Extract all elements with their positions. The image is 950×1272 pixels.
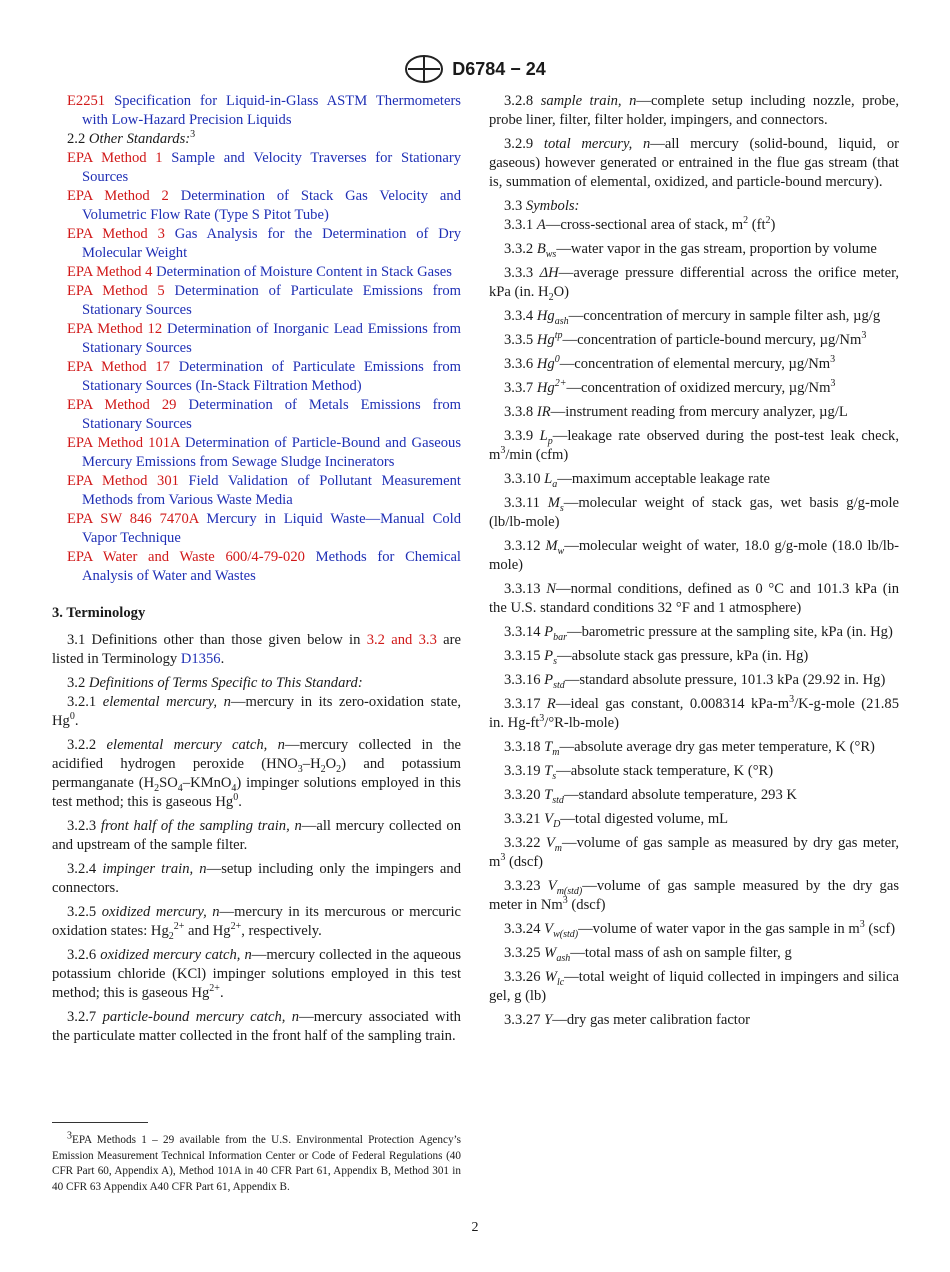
symbol-definition: 3.3.8 IR—instrument reading from mercury analyzer, µg/L xyxy=(504,404,848,420)
symbol: P xyxy=(544,672,554,688)
references-list xyxy=(52,92,461,586)
astm-logo-icon xyxy=(404,54,444,84)
symbol: Y xyxy=(544,1012,553,1028)
symbol-definition: 3.3.22 $V_m—volume$ of gas sample as measured by dry gas meter, $m^3$ (dscf) xyxy=(489,835,899,870)
symbol-definition: 3.3.4 $Hg_{ash}—concentration$ of mercury in sample filter ash, µg/g xyxy=(504,308,881,327)
reference-code-link[interactable]: EPA Method 3 xyxy=(67,226,165,242)
def-3-2-4: 3.2.4 impinger train, n—setup including only the impingers and connectors. xyxy=(52,861,461,896)
reference-title-link[interactable]: Determination of Moisture Content in Stack Gases xyxy=(156,264,452,280)
symbol-definition: 3.3.13 N—normal conditions, defined as 0 °C and 101.3 kPa (in the U.S. standard conditions 32 °F and 1 atmosphere) xyxy=(489,581,899,616)
reference-title-link[interactable]: Determination of Particulate Emissions from Stationary Sources (In-Stack Filtration Method) xyxy=(82,359,461,394)
reference-title-link[interactable]: Determination of Particle-Bound and Gaseous Mercury Emissions from Sewage Sludge Incinerators xyxy=(82,435,461,470)
left-column xyxy=(52,92,461,1051)
reference-item xyxy=(67,396,461,434)
symbol-definition: 3.3.21 $V_D—total$ digested volume, mL xyxy=(504,811,729,830)
reference-item xyxy=(67,282,461,320)
def-3-2-7: 3.2.7 particle-bound mercury catch, n—mercury associated with the particulate matter collected in the front half of the sampling train. xyxy=(52,1009,461,1044)
symbol: V xyxy=(545,835,555,851)
reference-item xyxy=(67,358,461,396)
symbol-definition: 3.3.26 $W_{lc}—total$ weight of liquid collected in impingers and silica gel, g (lb) xyxy=(489,969,900,1004)
reference-title-link[interactable]: Methods for Chemical Analysis of Water and Wastes xyxy=(82,549,461,584)
para-3-1: 3.1 Definitions other than those given below in 3.2 and 3.3 are listed in Terminology D1356. xyxy=(52,632,461,667)
reference-item xyxy=(67,149,461,187)
reference-code-link[interactable]: E2251 xyxy=(67,93,106,109)
reference-code-link[interactable]: EPA Method 5 xyxy=(67,283,165,299)
def-3-2-1: 3.2.1 elemental mercury, n—mercury in its zero-oxidation state, Hg$^0$. xyxy=(52,694,461,729)
symbol: Hg xyxy=(536,356,555,372)
symbol: V xyxy=(547,878,557,894)
reference-title-link[interactable]: Determination of Metals Emissions from Stationary Sources xyxy=(82,397,462,432)
symbol: B xyxy=(536,241,546,257)
symbol: V xyxy=(544,921,554,937)
def-3-2-2: 3.2.2 elemental mercury catch, n—mercury collected in the acidified hydrogen peroxide $(HNO_3-H_2O_2)$ and potassium permanganate $(H_2SO_4-KMnO_4)$ impinger solutions employed in this test method; this is gaseous Hg$^0$. xyxy=(52,737,461,810)
internal-link-3-2-3-3[interactable]: 3.2 and 3.3 xyxy=(366,632,437,648)
symbol: N xyxy=(546,581,556,597)
symbol-definition: 3.3.5 $Hg^{tp}—concentration$ of particle-bound mercury, µg/Nm$^3$ xyxy=(504,330,867,348)
symbol-definition: 3.3.25 $W_{ash}—total$ mass of ash on sample filter, g xyxy=(504,945,792,964)
symbol-definition: 3.3.23 $V_{m(std)}—volume$ of gas sample measured by the dry gas meter in Nm$^3$ (dscf) xyxy=(489,878,899,913)
reference-code-link[interactable]: EPA SW 846 7470A xyxy=(67,511,199,527)
symbol: P xyxy=(544,648,554,664)
symbol-definition: 3.3.15 $P_s—absolute$ stack gas pressure, kPa (in. Hg) xyxy=(504,648,809,667)
def-3-2-5: 3.2.5 oxidized mercury, n—mercury in its mercurous or mercuric oxidation states: $Hg_2^{2+}$ and $Hg^{2+}$, respectively. xyxy=(52,904,461,942)
symbol-definition: 3.3.12 $M_w—molecular$ weight of water, 18.0 g/g-mole (18.0 lb/lb-mole) xyxy=(489,538,899,573)
reference-code-link[interactable]: EPA Method 101A xyxy=(67,435,180,451)
para-3-2-heading: 3.2 Definitions of Terms Specific to This Standard: xyxy=(67,675,363,691)
footnote-rule xyxy=(52,1122,148,1123)
symbols-heading: 3.3 Symbols: xyxy=(504,198,580,214)
reference-code-link[interactable]: EPA Method 29 xyxy=(67,397,177,413)
symbol-definition: 3.3.16 $P_{std}—standard$ absolute pressure, 101.3 kPa (29.92 in. Hg) xyxy=(504,672,886,691)
symbol-definition: 3.3.11 $M_s—molecular$ weight of stack gas, wet basis g/g-mole (lb/lb-mole) xyxy=(489,495,899,530)
reference-title-link[interactable]: Determination of Inorganic Lead Emissions from Stationary Sources xyxy=(82,321,461,356)
reference-title-link[interactable]: Determination of Particulate Emissions from Stationary Sources xyxy=(82,283,461,318)
standard-designation: D6784 − 24 xyxy=(452,58,546,79)
symbol: M xyxy=(545,538,558,554)
right-column xyxy=(489,92,899,1035)
reference-code-link[interactable]: EPA Method 17 xyxy=(67,359,170,375)
reference-code-link[interactable]: EPA Water and Waste 600/4-79-020 xyxy=(67,549,305,565)
symbol: Hg xyxy=(536,380,555,396)
reference-item xyxy=(67,225,461,263)
symbol-definition: 3.3.3 ΔH—average pressure differential across the orifice meter, kPa (in. $H_2O$) xyxy=(489,265,899,303)
symbol: R xyxy=(546,696,556,712)
symbol-definition: 3.3.20 $T_{std}—standard$ absolute temperature, 293 K xyxy=(504,787,797,806)
reference-item xyxy=(67,434,461,472)
reference-code-link[interactable]: EPA Method 1 xyxy=(67,150,163,166)
reference-item xyxy=(67,187,461,225)
symbol-definition: 3.3.24 $V_{w(std)}—volume$ of water vapor in the gas sample in $m^3$ (scf) xyxy=(504,919,896,940)
symbol: P xyxy=(544,624,554,640)
reference-code-link[interactable]: EPA Method 301 xyxy=(67,473,179,489)
symbol: T xyxy=(544,787,553,803)
symbol: L xyxy=(539,428,548,444)
symbol-definition: 3.3.9 $L_p—leakage$ rate observed during the post-test leak check, $m^3/\min$ (cfm) xyxy=(489,428,899,463)
symbol-definition: 3.3.7 $Hg^{2+}—concentration$ of oxidized mercury, µg/Nm$^3$ xyxy=(504,378,836,396)
symbol: ΔH xyxy=(539,265,559,281)
symbol-definition: 3.3.6 Hg$^0$—concentration of elemental mercury, µg/Nm$^3$ xyxy=(504,354,836,372)
symbol: L xyxy=(544,471,553,487)
reference-title-link[interactable]: Field Validation of Pollutant Measurement Methods from Various Waste Media xyxy=(82,473,461,508)
symbol: W xyxy=(544,969,557,985)
reference-item xyxy=(67,320,461,358)
symbol: T xyxy=(544,763,553,779)
reference-code-link[interactable]: EPA Method 12 xyxy=(67,321,163,337)
reference-title-link[interactable]: Mercury in Liquid Waste—Manual Cold Vapor Technique xyxy=(82,511,461,546)
reference-code-link[interactable]: EPA Method 2 xyxy=(67,188,169,204)
symbol-definition: 3.3.14 $P_{bar}—barometric$ pressure at the sampling site, kPa (in. Hg) xyxy=(504,624,893,643)
reference-item xyxy=(67,472,461,510)
symbol: W xyxy=(544,945,557,961)
symbol: Hg xyxy=(536,308,555,324)
reference-code-link[interactable]: EPA Method 4 xyxy=(67,264,153,280)
def-3-2-6: 3.2.6 oxidized mercury catch, n—mercury collected in the aqueous potassium chloride (KCl) impinger solutions employed in this test method; this is gaseous $Hg^{2+}$. xyxy=(52,947,461,1001)
symbol: A xyxy=(536,217,546,233)
reference-item xyxy=(67,548,461,586)
section-heading-terminology: 3. Terminology xyxy=(52,605,146,621)
subsection-heading-other-standards: 2.2 Other Standards:$^3$ xyxy=(67,129,196,147)
reference-title-link[interactable]: Gas Analysis for the Determination of Dry Molecular Weight xyxy=(82,226,461,261)
reference-title-link[interactable]: Specification for Liquid-in-Glass ASTM Thermometers with Low-Hazard Precision Liquids xyxy=(82,93,461,128)
symbol-definition: 3.3.19 $T_s—absolute$ stack temperature, K (°R) xyxy=(504,763,774,782)
symbol-definition: 3.3.18 $T_m—absolute$ average dry gas meter temperature, K (°R) xyxy=(504,739,875,758)
symbol-definition: 3.3.2 $B_{ws}—water$ vapor in the gas stream, proportion by volume xyxy=(504,241,877,260)
def-3-2-9: 3.2.9 total mercury, n—all mercury (solid-bound, liquid, or gaseous) however generated or entrained in the flue gas stream (that is, summation of elemental, oxidized, and particle-bound mercury). xyxy=(489,136,899,190)
symbol: T xyxy=(544,739,553,755)
page-number: 2 xyxy=(471,1220,479,1235)
symbol-definition: 3.3.17 R—ideal gas constant, 0.008314 kPa-$m^3/K-g$-mole (21.85 in. $Hg-ft^3/^\circ R-lb-mole$) xyxy=(489,694,899,731)
reference-item xyxy=(67,263,461,282)
symbol-definition: 3.3.27 Y—dry gas meter calibration factor xyxy=(504,1012,751,1028)
footnote-3: $^3$EPA Methods 1 – 29 available from the U.S. Environmental Protection Agency’s Emission Measurement Technical Information Center or Code of Federal Regulations (40 CFR Part 60, Appendix A), Method 101A in 40 CFR Part 61, Appendix B, Method 301 in 40 CFR 63 Appendix A40 CFR Part 61, Appendix B. xyxy=(52,1130,461,1193)
page-header xyxy=(0,54,950,84)
symbols-list xyxy=(489,216,899,1030)
symbol: Hg xyxy=(536,332,555,348)
ref-link-d1356[interactable]: D1356 xyxy=(180,651,221,667)
reference-item xyxy=(67,92,461,130)
def-3-2-3: 3.2.3 front half of the sampling train, n—all mercury collected on and upstream of the sample filter. xyxy=(52,818,461,853)
reference-title-link[interactable]: Sample and Velocity Traverses for Stationary Sources xyxy=(82,150,461,185)
def-3-2-8: 3.2.8 sample train, n—complete setup including nozzle, probe, probe liner, filter, filter holder, impingers, and connectors. xyxy=(489,93,900,128)
reference-item xyxy=(67,510,461,548)
symbol-definition: 3.3.10 $L_a—maximum$ acceptable leakage rate xyxy=(504,471,770,490)
symbol-definition: 3.3.1 A—cross-sectional area of stack, $m^2$ $(ft^2)$ xyxy=(504,215,776,233)
symbol: M xyxy=(547,495,560,511)
symbol: V xyxy=(544,811,554,827)
symbol: IR xyxy=(536,404,551,420)
reference-title-link[interactable]: Determination of Stack Gas Velocity and Volumetric Flow Rate (Type S Pitot Tube) xyxy=(82,188,461,223)
